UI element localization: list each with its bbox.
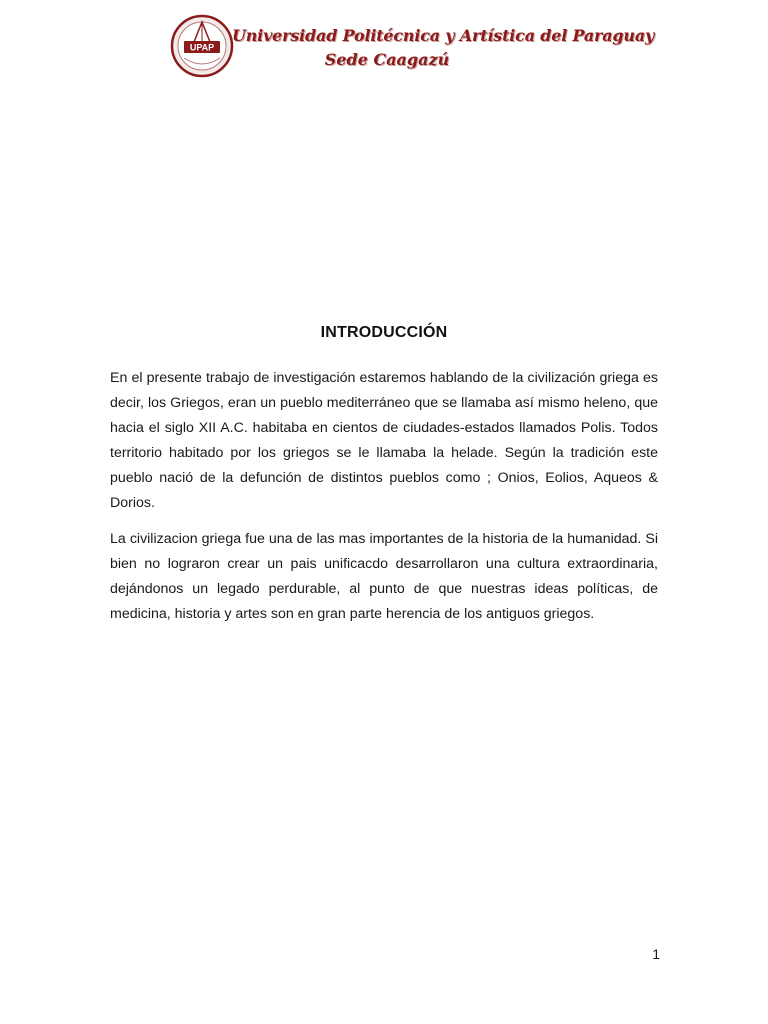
- logo-text: UPAP: [189, 42, 215, 53]
- university-logo: [170, 14, 234, 78]
- campus-name: Sede Caagazú: [324, 50, 450, 69]
- university-name: Universidad Politécnica y Artística del Paraguay: [232, 26, 655, 45]
- university-title: [232, 24, 655, 72]
- section-heading: INTRODUCCIÓN: [320, 324, 448, 341]
- page-number: 1: [652, 946, 660, 962]
- page-header: [170, 14, 655, 84]
- paragraph-1: En el presente trabajo de investigación estaremos hablando de la civilización griega es decir, los Griegos, eran un pueblo mediterráneo que se llamaba así mismo heleno, que hacia el siglo XII A.C. habitaba en cientos de ciudades-estados llamados Polis. Todos territorio habitado por los griegos se le llamaba la helade. Según la tradición este pueblo nació de la defunción de distintos pueblos como ; Onios, Eolios, Aqueos & Dorios.: [110, 370, 658, 511]
- paragraph-2: La civilizacion griega fue una de las mas importantes de la historia de la humanidad. Si bien no lograron crear un pais unificacdo desarrollaron una cultura extraordinaria, dejándonos un legado perdurable, al punto de que nuestras ideas políticas, de medicina, historia y artes son en gran parte herencia de los antiguos griegos.: [110, 531, 658, 622]
